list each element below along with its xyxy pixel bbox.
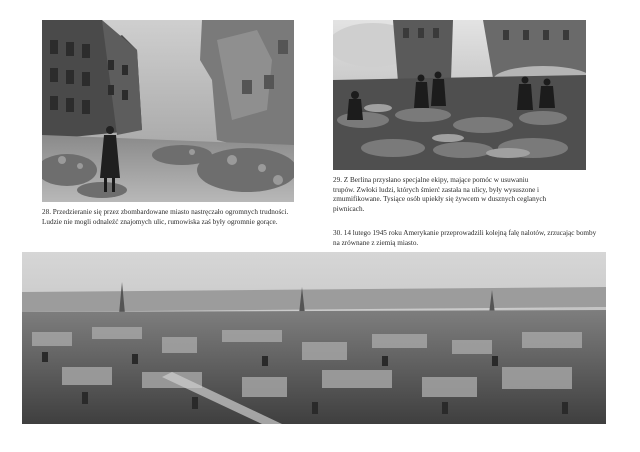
caption-30: 30. 14 lutego 1945 roku Amerykanie przeprowadzili kolejną falę nalotów, zrzucając bomby na zrównane z ziemią miasto. bbox=[333, 229, 597, 247]
caption-29: 29. Z Berlina przysłano specjalne ekipy, mające pomóc w usuwaniu trupów. Zwłoki ludzi, których śmierć zastała na ulicy, były wysuszone i zmumifikowane. Tysiące osób upiekły się żywcem w dusznych ceglanych piwnicach. bbox=[333, 176, 547, 213]
photo-city-panorama bbox=[22, 252, 606, 424]
photo-bodies-street bbox=[333, 20, 586, 170]
caption-28: 28. Przedzieranie się przez zbombardowane miasto nastręczało ogromnych trudności. Ludzie nie mogli odnaleźć znajomych ulic, rumowiska zaś były ogromnie gorące. bbox=[42, 208, 289, 226]
photo-ruined-street bbox=[42, 20, 294, 202]
